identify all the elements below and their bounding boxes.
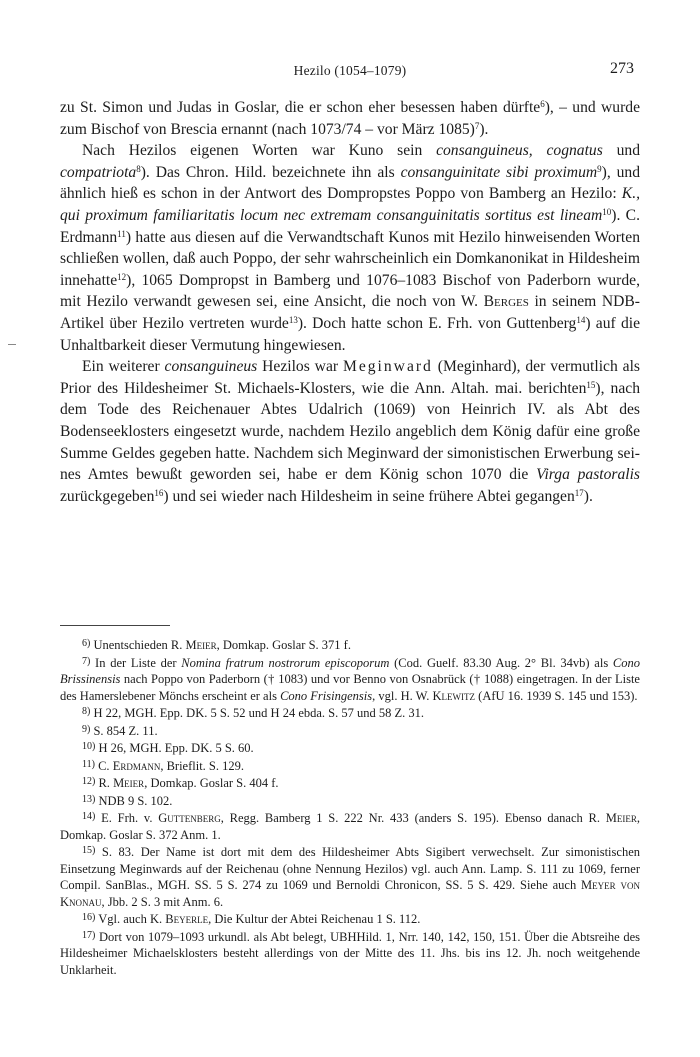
- smallcaps-run: Meyer von Knonau: [60, 878, 640, 909]
- footnote-mark: 11): [82, 758, 95, 770]
- text-run: Unentschieden R.: [90, 638, 186, 652]
- text-run: In der Liste der: [90, 655, 182, 670]
- text-run: in seinem NDB-Artikel über Hezilo vertreten wurde: [60, 293, 640, 332]
- footnote-11: [60, 757, 640, 775]
- italic-run: consanguinitate sibi proximum: [400, 163, 598, 181]
- footnote-6: [60, 636, 640, 654]
- footnote-mark: 10): [82, 741, 96, 752]
- footnote-mark: 17): [82, 929, 96, 941]
- text-run: , Domkap. Goslar S. 372 Anm. 1.: [60, 811, 640, 842]
- italic-run: consanguineus: [164, 358, 258, 376]
- footnote-12: [60, 774, 640, 792]
- smallcaps-run: Guttenberg: [158, 811, 221, 825]
- paragraph-1: [60, 97, 640, 140]
- footnote-ref: 13: [288, 314, 298, 325]
- smallcaps-run: Erdmann: [112, 758, 161, 773]
- footnote-14: [60, 809, 640, 843]
- footnote-15: [60, 843, 640, 910]
- footnote-ref: 12: [117, 271, 127, 282]
- footnote-ref: 8: [136, 163, 141, 174]
- spaced-run: Meginward: [342, 358, 433, 376]
- text-run: Nach Hezilos eigenen Worten war Kuno sein: [82, 142, 437, 160]
- text-run: C.: [94, 758, 113, 773]
- italic-run: Nomina fratrum nostrorum episcoporum: [181, 655, 390, 670]
- footnote-ref: 11: [117, 228, 126, 239]
- text-run: Dort von 1079–1093 urkundl. als Abt belegt, UBHHild. 1, Nrr. 140, 142, 150, 151. Über die Abtsreihe des Hildesheimer Michaelsklosters besteht allerdings von der Mitte des 11. Jhs. bis ins 12. Jh. noch weitgehende Unklarheit.: [60, 929, 640, 977]
- footnote-ref: 14: [576, 314, 586, 325]
- text-run: Vgl. auch K.: [95, 912, 166, 926]
- footnote-ref: 10: [602, 206, 612, 217]
- footnote-10: [60, 739, 640, 757]
- running-title: Hezilo (1054–1079): [293, 63, 407, 78]
- text-run: , vgl. H. W.: [372, 688, 433, 703]
- footnote-mark: 13): [82, 793, 96, 805]
- paragraph-2: [60, 140, 640, 356]
- text-run: Ein weiterer: [82, 358, 165, 376]
- text-run: E. Frh. v.: [95, 811, 159, 825]
- footnote-mark: 7): [82, 655, 91, 667]
- text-run: ). C. Erdmann: [60, 206, 640, 246]
- text-run: (AfU 16. 1939 S. 145 und 153).: [475, 688, 638, 703]
- footnote-mark: 12): [82, 776, 96, 787]
- footnote-mark: 16): [82, 912, 96, 923]
- text-run: H 26, MGH. Epp. DK. 5 S. 60.: [95, 741, 254, 755]
- footnote-mark: 15): [82, 845, 96, 856]
- text-run: , Regg. Bamberg 1 S. 222 Nr. 433 (anders S. 195). Ebenso danach R.: [220, 811, 606, 825]
- footnote-7: [60, 654, 640, 705]
- smallcaps-run: Beyerle: [165, 912, 209, 926]
- text-run: zurückgegeben: [60, 487, 155, 505]
- italic-run: Cono Frisingensis: [280, 688, 373, 703]
- text-run: ) und sei wieder nach Hildesheim in seine frühere Abtei gegangen: [163, 487, 575, 505]
- italic-run: consanguineus, cognatus: [436, 142, 603, 160]
- footnote-mark: 9): [82, 723, 91, 735]
- text-run: zu St. Simon und Judas in Goslar, die er schon eher besessen haben dürfte: [60, 99, 541, 116]
- text-run: ). Doch hatte schon E. Frh. von Guttenberg: [297, 314, 577, 332]
- smallcaps-run: Berges: [483, 293, 529, 311]
- body-text: [60, 97, 640, 507]
- smallcaps-run: Meier: [113, 776, 145, 790]
- text-run: ) auf die Unhaltbarkeit dieser Vermutung hingewiesen.: [60, 314, 640, 354]
- footnote-9: [60, 722, 640, 740]
- italic-run: compatriota: [60, 163, 137, 181]
- smallcaps-run: Meier: [185, 638, 217, 652]
- page-header: [60, 60, 640, 84]
- footnote-mark: 6): [82, 638, 91, 649]
- text-run: Hezilos war: [257, 358, 343, 376]
- paragraph-3: [60, 356, 640, 507]
- footnote-ref: 9: [597, 163, 602, 174]
- margin-mark: [8, 344, 16, 345]
- footnote-ref: 7: [474, 120, 480, 131]
- italic-run: Virga pastoralis: [536, 466, 641, 484]
- smallcaps-run: Klewitz: [432, 688, 476, 703]
- text-run: nach Poppo von Paderborn († 1083) und vor Benno von Osnabrück († 1088) eingetragen. In der Liste des Hamerslebener Mönchs erscheint er als: [60, 672, 640, 703]
- text-run: , Die Kultur der Abtei Reichenau 1 S. 112.: [208, 912, 421, 926]
- footnotes: [60, 625, 640, 978]
- footnote-8: [60, 704, 640, 722]
- footnote-ref: 17: [574, 487, 584, 498]
- text-run: , Jbb. 2 S. 3 mit Anm. 6.: [101, 894, 224, 909]
- text-run: NDB 9 S. 102.: [95, 793, 173, 808]
- text-run: und: [602, 142, 640, 160]
- text-run: S. 83. Der Name ist dort mit dem des Hildesheimer Abts Sigibert verwechselt. Zur simonistischen Einsetzung Meginwards auf der Reichenau (ohne Nennung Hezilos) vgl. auch Ann. Lamp. S. 111 zu 1069, ferner Compil. SanBlas., MGH. SS. 5 S. 274 zu 1069 und Bernoldi Chronicon, SS. 5 S. 429. Siehe auch: [60, 845, 640, 892]
- text-run: ). Das Chron. Hild. bezeichnete ihn als: [140, 163, 401, 181]
- text-run: H 22, MGH. Epp. DK. 5 S. 52 und H 24 ebda. S. 57 und 58 Z. 31.: [90, 706, 425, 720]
- footnote-13: [60, 792, 640, 810]
- text-run: ), nach dem Tode des Reichenauer Abtes Udalrich (1069) von Heinrich IV. als Abt des Bodenseeklosters eingesetzt wurde, nachdem Hezilo angeblich dem König dafür eine große Summe Geldes gegeben hatte. Nachdem sich Meginward der simonistischen Erwerbung seines Amtes bewußt geworden sei, habe er dem König schon 1070 die: [60, 379, 640, 484]
- text-run: ), und ähnlich hieß es schon in der Antwort des Dompropstes Poppo von Bamberg an Hezilo:: [60, 163, 640, 203]
- italic-run: Cono Brissinensis: [60, 655, 641, 686]
- text-run: (Meginhard), der vermutlich als Prior des Hildesheimer St. Michaels-Klosters, wie die Ann. Altah. mai. berichten: [60, 358, 640, 397]
- text-run: (Cod. Guelf. 83.30 Aug. 2° Bl. 34vb) als: [389, 655, 613, 670]
- footnote-rule: [60, 625, 170, 626]
- text-run: S. 854 Z. 11.: [90, 723, 158, 738]
- footnote-ref: 15: [586, 379, 596, 390]
- footnote-17: [60, 928, 640, 979]
- text-run: ).: [583, 487, 593, 505]
- footnote-ref: 16: [154, 487, 164, 498]
- text-run: , Domkap. Goslar S. 371 f.: [216, 638, 351, 652]
- page-number: 273: [610, 60, 634, 77]
- smallcaps-run: Meier: [605, 811, 637, 825]
- text-run: ) hatte aus diesen auf die Verwandtschaft Kunos mit Hezilo hinweisenden Worten schließen wollen, daß auch Poppo, der sehr wahrscheinlich ein Domkanonikat in Hildesheim innehatte: [60, 228, 640, 289]
- text-run: ).: [479, 120, 489, 138]
- text-run: , Domkap. Goslar S. 404 f.: [144, 776, 279, 790]
- footnote-16: [60, 910, 640, 928]
- text-run: R.: [95, 776, 114, 790]
- footnote-ref: 6: [540, 99, 545, 109]
- italic-run: K., qui proximum familiaritatis locum nec extremam consanguinitatis sortitus est lineam: [60, 185, 640, 224]
- footnote-mark: 8): [82, 706, 91, 717]
- footnote-mark: 14): [82, 811, 96, 822]
- text-run: ), 1065 Dompropst in Bamberg und 1076–1083 Bischof von Paderborn wurde, mit Hezilo verwandt gewesen sei, eine Ansicht, die noch von W.: [60, 271, 640, 311]
- text-run: , Brieflit. S. 129.: [160, 758, 245, 773]
- text-run: ), – und wurde zum Bischof von Brescia ernannt (nach 1073/74 – vor März 1085): [60, 99, 640, 138]
